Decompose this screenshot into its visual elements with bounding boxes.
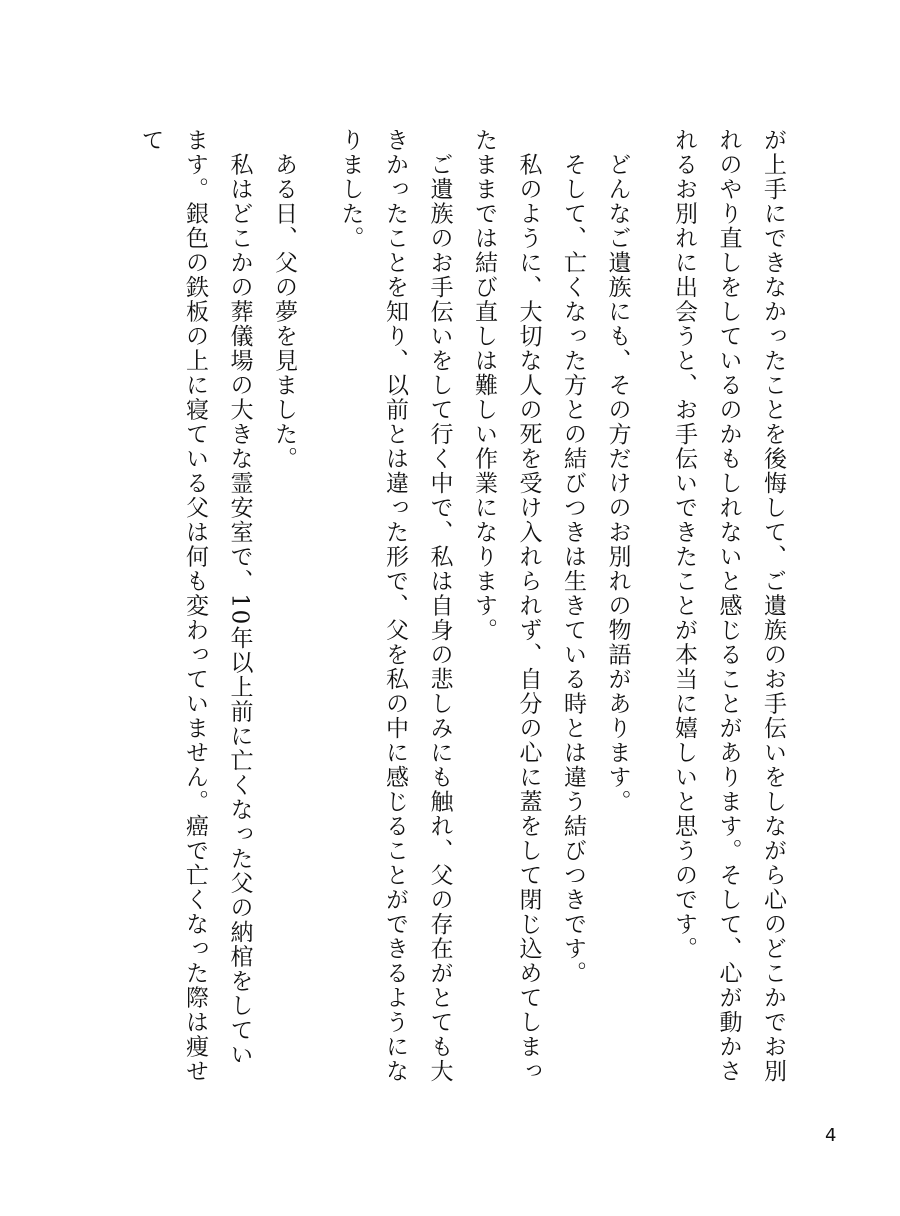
paragraph-6: ある日、父の夢を見ました。 <box>271 128 297 471</box>
paragraph-gap <box>640 128 662 1088</box>
paragraph-gap <box>306 128 328 1088</box>
paragraph-7: 私はどこかの葬儀場の大きな霊安室で、10年以上前に亡くなった父の納棺をしています。銀色の鉄板の上に寝ている父は何も変わっていません。癌で亡くなった際は痩せて <box>137 128 253 1084</box>
paragraph-2: どんなご遺族にも、その方だけのお別れの物語があります。 <box>604 128 631 814</box>
paragraph-4: 私のように、大切な人の死を受け入れられず、自分の心に蓋をして閉じ込めてしまったままでは結び直しは難しい作業になります。 <box>471 128 542 1084</box>
paragraph-3: そして、亡くなった方との結びつきは生きている時とは違う結びつきです。 <box>560 128 586 986</box>
body-text <box>95 128 795 1088</box>
paragraph-5: ご遺族のお手伝いをして行く中で、私は自身の悲しみにも触れ、父の存在がとても大きかったことを知り、以前とは違った形で、父を私の中に感じることができるようになりました。 <box>337 128 453 1084</box>
paragraph-1: が上手にできなかったことを後悔して、ご遺族のお手伝いをしながら心のどこかでお別れのやり直しをしているのかもしれないと感じることがあります。そして、心が動かされるお別れに出会うと、お手伝いできたことが本当に嬉しいと思うのです。 <box>671 128 786 1084</box>
page-number: 4 <box>825 1125 837 1146</box>
